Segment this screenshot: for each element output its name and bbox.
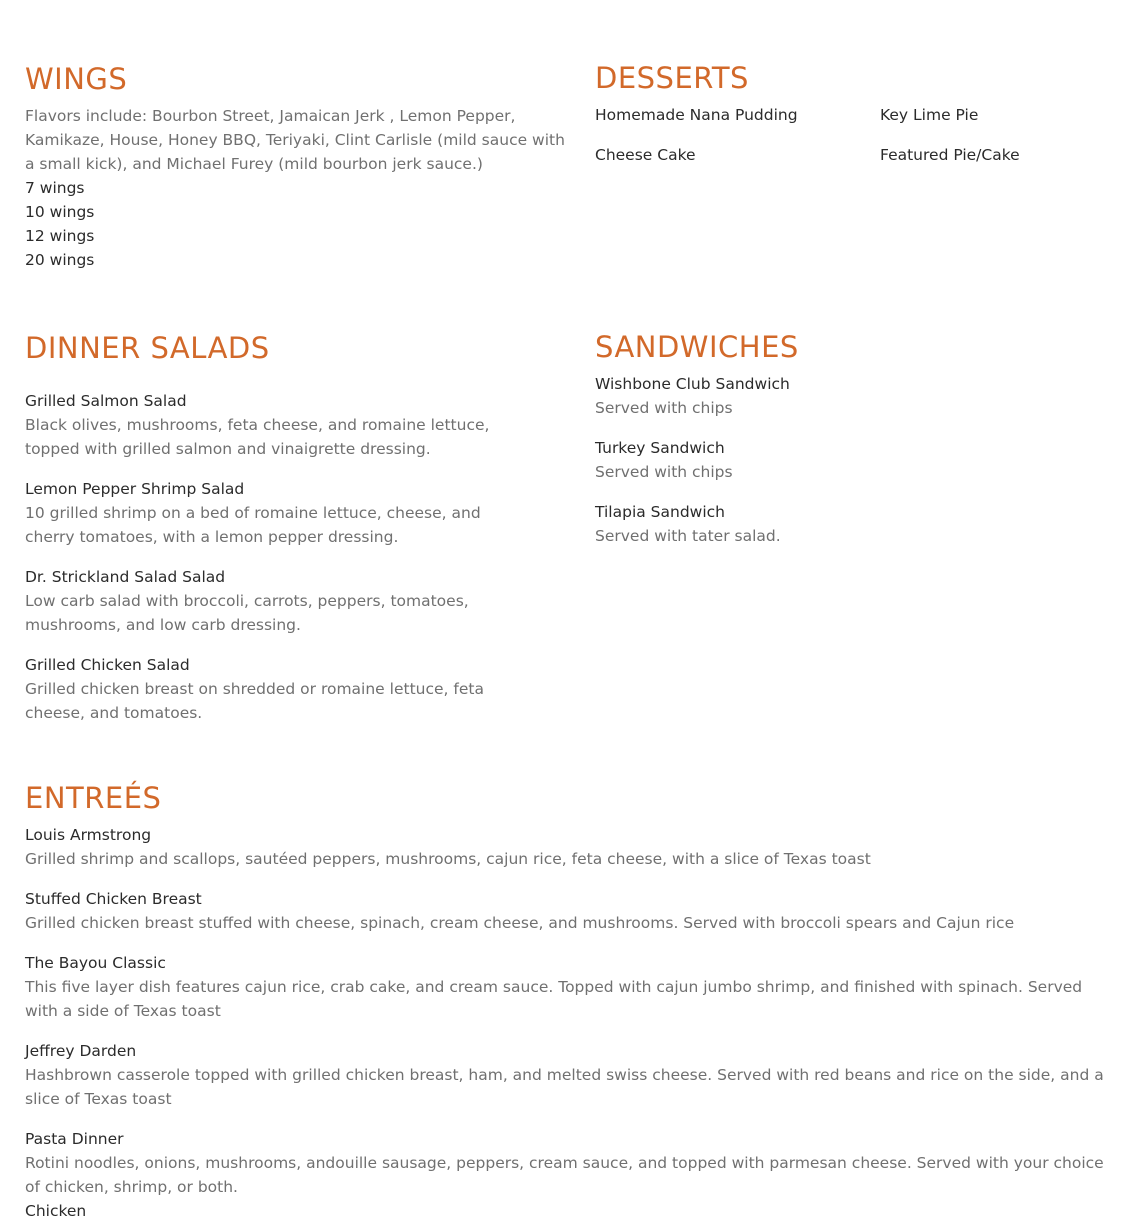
dessert-item: Featured Pie/Cake [880,146,1020,164]
sandwich-name: Turkey Sandwich [595,439,725,457]
salad-name: Lemon Pepper Shrimp Salad [25,480,245,498]
entree-description: This five layer dish features cajun rice, crab cake, and cream sauce. Topped with cajun jumbo shrimp, and finished with spinach. Served with a side of Texas toast [25,978,1083,1020]
entrees-heading: ENTREÉS [25,781,162,815]
salad-description: 10 grilled shrimp on a bed of romaine lettuce, cheese, and cherry tomatoes, with a lemon pepper dressing. [25,504,481,546]
entree-name: Louis Armstrong [25,826,152,844]
entree-name: Stuffed Chicken Breast [25,890,202,908]
dessert-item: Key Lime Pie [880,106,979,124]
salad-description: Black olives, mushrooms, feta cheese, and romaine lettuce, topped with grilled salmon and vinaigrette dressing. [25,416,490,458]
wings-size-7: 7 wings [25,179,85,197]
entree-description: Grilled chicken breast stuffed with cheese, spinach, cream cheese, and mushrooms. Served with broccoli spears and Cajun rice [25,914,1015,932]
sandwiches-heading: SANDWICHES [595,330,799,364]
entree-name: Chicken [25,1202,87,1220]
wings-heading: WINGS [25,62,128,96]
salad-name: Dr. Strickland Salad Salad [25,568,226,586]
dessert-item: Cheese Cake [595,146,696,164]
entree-description: Rotini noodles, onions, mushrooms, andouille sausage, peppers, cream sauce, and topped with parmesan cheese. Served with your choice of chicken, shrimp, or both. [25,1154,1104,1196]
entree-name: Jeffrey Darden [25,1042,137,1060]
entree-name: The Bayou Classic [25,954,166,972]
sandwich-name: Wishbone Club Sandwich [595,375,790,393]
desserts-heading: DESSERTS [595,61,749,95]
dessert-item: Homemade Nana Pudding [595,106,798,124]
salad-name: Grilled Chicken Salad [25,656,190,674]
sandwich-description: Served with tater salad. [595,527,781,545]
salad-description: Grilled chicken breast on shredded or romaine lettuce, feta cheese, and tomatoes. [25,680,484,722]
dinner-salads-heading: DINNER SALADS [25,331,270,365]
wings-size-10: 10 wings [25,203,95,221]
wings-size-12: 12 wings [25,227,95,245]
entree-description: Hashbrown casserole topped with grilled chicken breast, ham, and melted swiss cheese. Served with red beans and rice on the side, and a slice of Texas toast [25,1066,1104,1108]
sandwich-description: Served with chips [595,399,733,417]
sandwich-name: Tilapia Sandwich [595,503,726,521]
sandwich-description: Served with chips [595,463,733,481]
entree-name: Pasta Dinner [25,1130,124,1148]
entree-description: Grilled shrimp and scallops, sautéed peppers, mushrooms, cajun rice, feta cheese, with a slice of Texas toast [25,850,871,868]
salad-name: Grilled Salmon Salad [25,392,187,410]
salad-description: Low carb salad with broccoli, carrots, peppers, tomatoes, mushrooms, and low carb dressing. [25,592,469,634]
wings-size-20: 20 wings [25,251,95,269]
wings-flavors: Flavors include: Bourbon Street, Jamaican Jerk , Lemon Pepper, Kamikaze, House, Honey BBQ, Teriyaki, Clint Carlisle (mild sauce with a small kick), and Michael Furey (mild bourbon jerk sauce.) [25,107,565,173]
